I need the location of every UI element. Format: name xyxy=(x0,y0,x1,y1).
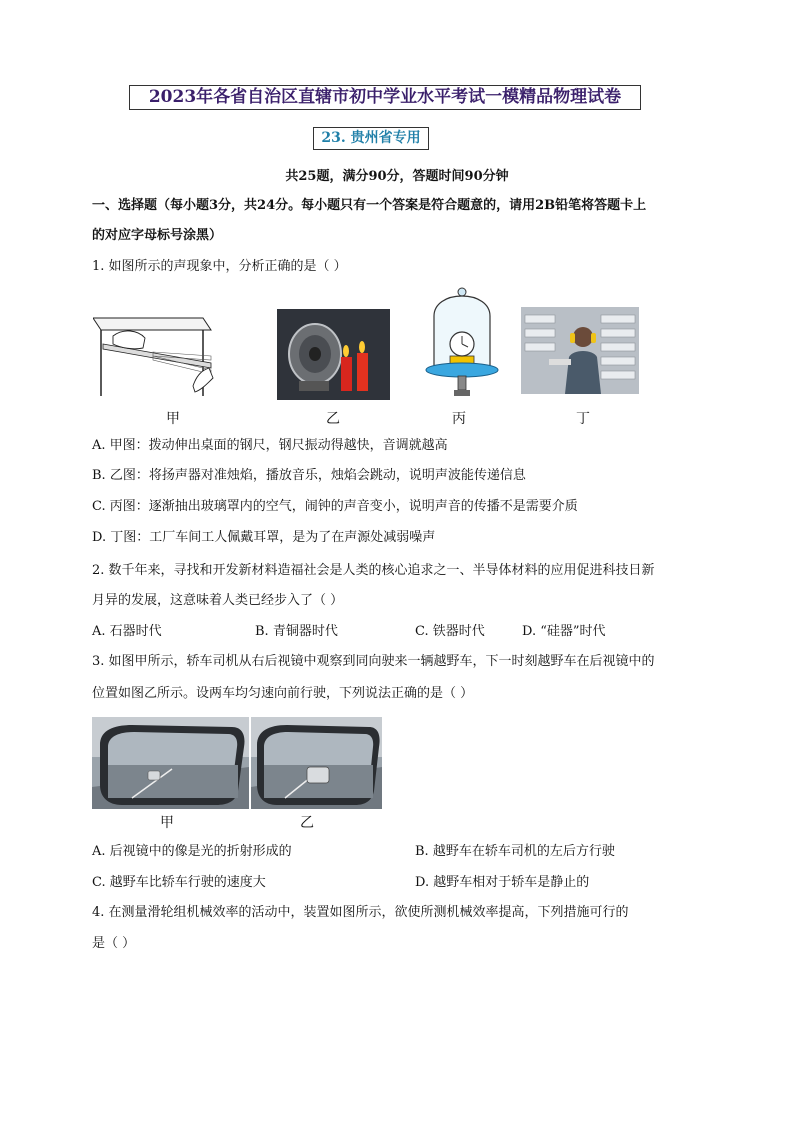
q4-stem: 4. 在测量滑轮组机械效率的活动中，装置如图所示，欲使所测机械效率提高，下列措施可行的 xyxy=(92,905,629,920)
q3-option-b: B. 越野车在轿车司机的左后方行驶 xyxy=(415,844,615,859)
q3-option-d: D. 越野车相对于轿车是静止的 xyxy=(415,875,590,890)
q3-caption-jia: 甲 xyxy=(160,815,174,831)
q1-option-b: B. 乙图：将扬声器对准烛焰，播放音乐，烛焰会跳动，说明声波能传递信息 xyxy=(92,468,526,483)
q4-stem-cont: 是（ ） xyxy=(92,936,136,951)
q1-option-c: C. 丙图：逐渐抽出玻璃罩内的空气，闹钟的声音变小，说明声音的传播不是需要介质 xyxy=(92,499,578,514)
q3-option-a: A. 后视镜中的像是光的折射形成的 xyxy=(92,844,292,859)
section-heading-cont: 的对应字母标号涂黑） xyxy=(92,228,223,243)
q1-figure-speaker xyxy=(277,309,390,400)
province-label: 23. 贵州省专用 xyxy=(313,127,429,150)
exam-info: 共25题，满分90分，答题时间90分钟 xyxy=(285,169,509,184)
q2-option-a: A. 石器时代 xyxy=(92,624,162,639)
q1-caption-jia: 甲 xyxy=(166,411,180,427)
q2-stem-cont: 月异的发展，这意味着人类已经步入了（ ） xyxy=(92,593,344,608)
q1-figure-belljar xyxy=(424,286,500,400)
q2-option-c: C. 铁器时代 xyxy=(415,624,485,639)
q1-figure-factory xyxy=(521,307,639,394)
q3-stem-cont: 位置如图乙所示。设两车均匀速向前行驶，下列说法正确的是（ ） xyxy=(92,686,474,701)
q3-caption-yi: 乙 xyxy=(300,815,314,831)
q1-stem: 1. 如图所示的声现象中，分析正确的是（ ） xyxy=(92,259,347,274)
q1-option-d: D. 丁图：工厂车间工人佩戴耳罩，是为了在声源处减弱噪声 xyxy=(92,530,436,545)
q1-caption-ding: 丁 xyxy=(576,411,590,427)
q1-caption-bing: 丙 xyxy=(452,411,466,427)
q2-stem: 2. 数千年来，寻找和开发新材料造福社会是人类的核心追求之一、半导体材料的应用促进科技日新 xyxy=(92,563,655,578)
exam-title: 2023年各省自治区直辖市初中学业水平考试一模精品物理试卷 xyxy=(129,85,641,110)
q1-option-a: A. 甲图：拨动伸出桌面的钢尺，钢尺振动得越快，音调就越高 xyxy=(92,438,448,453)
q3-stem: 3. 如图甲所示，轿车司机从右后视镜中观察到同向驶来一辆越野车，下一时刻越野车在后视镜中的 xyxy=(92,654,655,669)
q2-option-d: D. “硅器”时代 xyxy=(522,624,606,639)
q2-option-b: B. 青铜器时代 xyxy=(255,624,338,639)
q3-option-c: C. 越野车比轿车行驶的速度大 xyxy=(92,875,266,890)
q3-figure-mirror-yi xyxy=(251,717,382,809)
section-heading: 一、选择题（每小题3分，共24分。每小题只有一个答案是符合题意的，请用2B铅笔将答题卡上 xyxy=(92,198,647,213)
q1-figure-ruler xyxy=(93,308,215,396)
q1-caption-yi: 乙 xyxy=(326,411,340,427)
q3-figure-mirror-jia xyxy=(92,717,249,809)
